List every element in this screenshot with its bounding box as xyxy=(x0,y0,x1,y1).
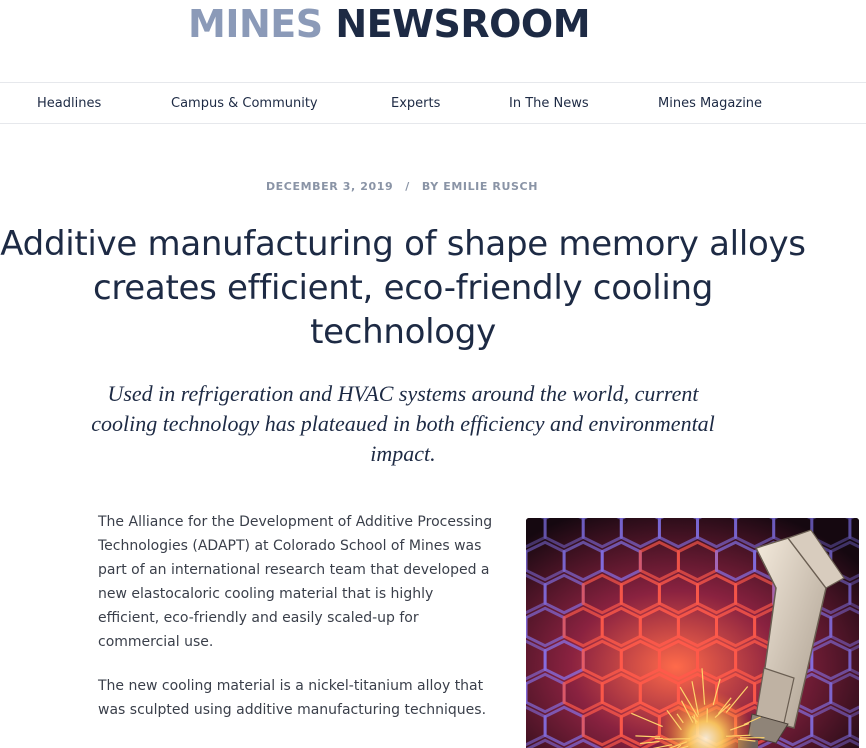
article-body xyxy=(98,510,498,742)
nav-item-headlines[interactable]: Headlines xyxy=(37,96,102,111)
nav-item-mines-magazine[interactable]: Mines Magazine xyxy=(658,96,763,111)
nav-item-experts[interactable]: Experts xyxy=(391,96,441,111)
spark xyxy=(663,739,691,740)
site-logo[interactable] xyxy=(188,4,628,44)
main-nav xyxy=(0,82,866,124)
body-paragraph: The Alliance for the Development of Additive Processing Technologies (ADAPT) at Colorado School of Mines was part of an international research team that developed a new elastocaloric cooling material that is highly efficient, eco-friendly and easily scaled-up for commercial use. xyxy=(98,514,493,650)
article-meta xyxy=(0,180,804,193)
body-paragraph: The new cooling material is a nickel-titanium alloy that was sculpted using additive manufacturing techniques. xyxy=(98,678,487,718)
nav-item-in-the-news[interactable]: In The News xyxy=(509,96,589,111)
additive-manufacturing-illustration-icon xyxy=(526,518,859,748)
logo-newsroom: NEWSROOM xyxy=(335,2,591,46)
nav-item-campus-community[interactable]: Campus & Community xyxy=(171,96,318,111)
article-deck: Used in refrigeration and HVAC systems around the world, current cooling technology has plateaued in both efficiency and environmental impact. xyxy=(91,381,715,466)
logo-mines: MINES xyxy=(188,2,323,46)
masthead xyxy=(0,0,866,82)
article-byline[interactable]: BY EMILIE RUSCH xyxy=(421,180,539,193)
feature-image xyxy=(526,518,859,748)
article-date: DECEMBER 3, 2019 xyxy=(265,180,394,193)
meta-separator: / xyxy=(405,180,410,193)
article-title: Additive manufacturing of shape memory alloys creates efficient, eco-friendly cooling technology xyxy=(0,224,806,352)
